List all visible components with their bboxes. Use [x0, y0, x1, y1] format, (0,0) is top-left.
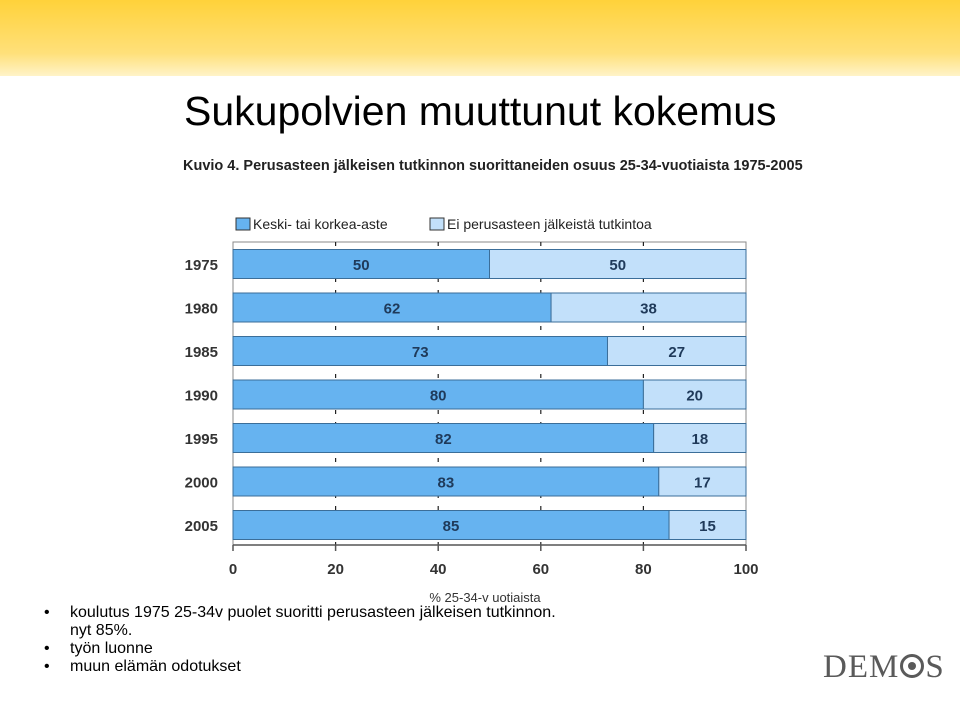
legend-label: Keski- tai korkea-aste [253, 216, 388, 232]
bullet-list [44, 604, 556, 676]
data-label: 38 [640, 300, 657, 318]
data-label: 80 [429, 387, 447, 405]
bullet-continuation: nyt 85%. [70, 622, 133, 639]
category-label: 1990 [184, 387, 218, 405]
data-label: 50 [352, 257, 370, 274]
x-axis-label: % 25-34-v uotiaista [429, 590, 541, 605]
bullet-item-work [44, 640, 556, 658]
x-tick-label: 100 [733, 561, 759, 578]
bullet-dot-icon: • [44, 658, 50, 675]
x-tick-label: 80 [635, 561, 652, 578]
data-label: 27 [668, 344, 686, 361]
slide-title: Sukupolvien muuttunut kokemus [184, 88, 777, 134]
bullet-text: muun elämän odotukset [70, 658, 241, 675]
data-label: 20 [686, 387, 704, 405]
bullet-item-expectations [44, 658, 556, 676]
data-label: 85 [442, 518, 460, 535]
legend-swatch [236, 218, 250, 230]
data-label: 62 [383, 300, 401, 318]
chart-title: Kuvio 4. Perusasteen jälkeisen tutkinnon suorittaneiden osuus 25-34-vuotiaista 1975-2005 [183, 158, 803, 174]
data-label: 83 [437, 474, 455, 492]
bullet-dot-icon: • [44, 640, 50, 657]
bullet-text: työn luonne [70, 640, 153, 657]
x-tick-label: 0 [228, 561, 238, 578]
data-label: 50 [609, 257, 627, 274]
x-tick-label: 40 [429, 561, 447, 578]
category-label: 1985 [184, 344, 218, 361]
data-label: 73 [411, 344, 429, 361]
category-label: 1995 [184, 431, 218, 448]
bullet-dot-icon: • [44, 604, 50, 621]
legend-label: Ei perusasteen jälkeistä tutkintoa [447, 216, 652, 232]
category-label: 1980 [184, 300, 218, 318]
demos-logo: DEM S [823, 649, 945, 685]
data-label: 15 [699, 518, 716, 535]
bullet-text: koulutus 1975 25-34v puolet suoritti perusasteen jälkeisen tutkinnon. [70, 604, 556, 621]
data-label: 17 [694, 474, 711, 492]
data-label: 18 [691, 431, 709, 448]
x-tick-label: 20 [327, 561, 344, 578]
category-label: 1975 [184, 257, 218, 274]
x-tick-label: 60 [532, 561, 550, 578]
data-label: 82 [434, 431, 452, 448]
legend-swatch [430, 218, 444, 230]
bullet-item-education [44, 604, 556, 622]
category-label: 2005 [184, 518, 218, 535]
logo-o-icon [900, 654, 924, 678]
category-label: 2000 [184, 474, 218, 492]
